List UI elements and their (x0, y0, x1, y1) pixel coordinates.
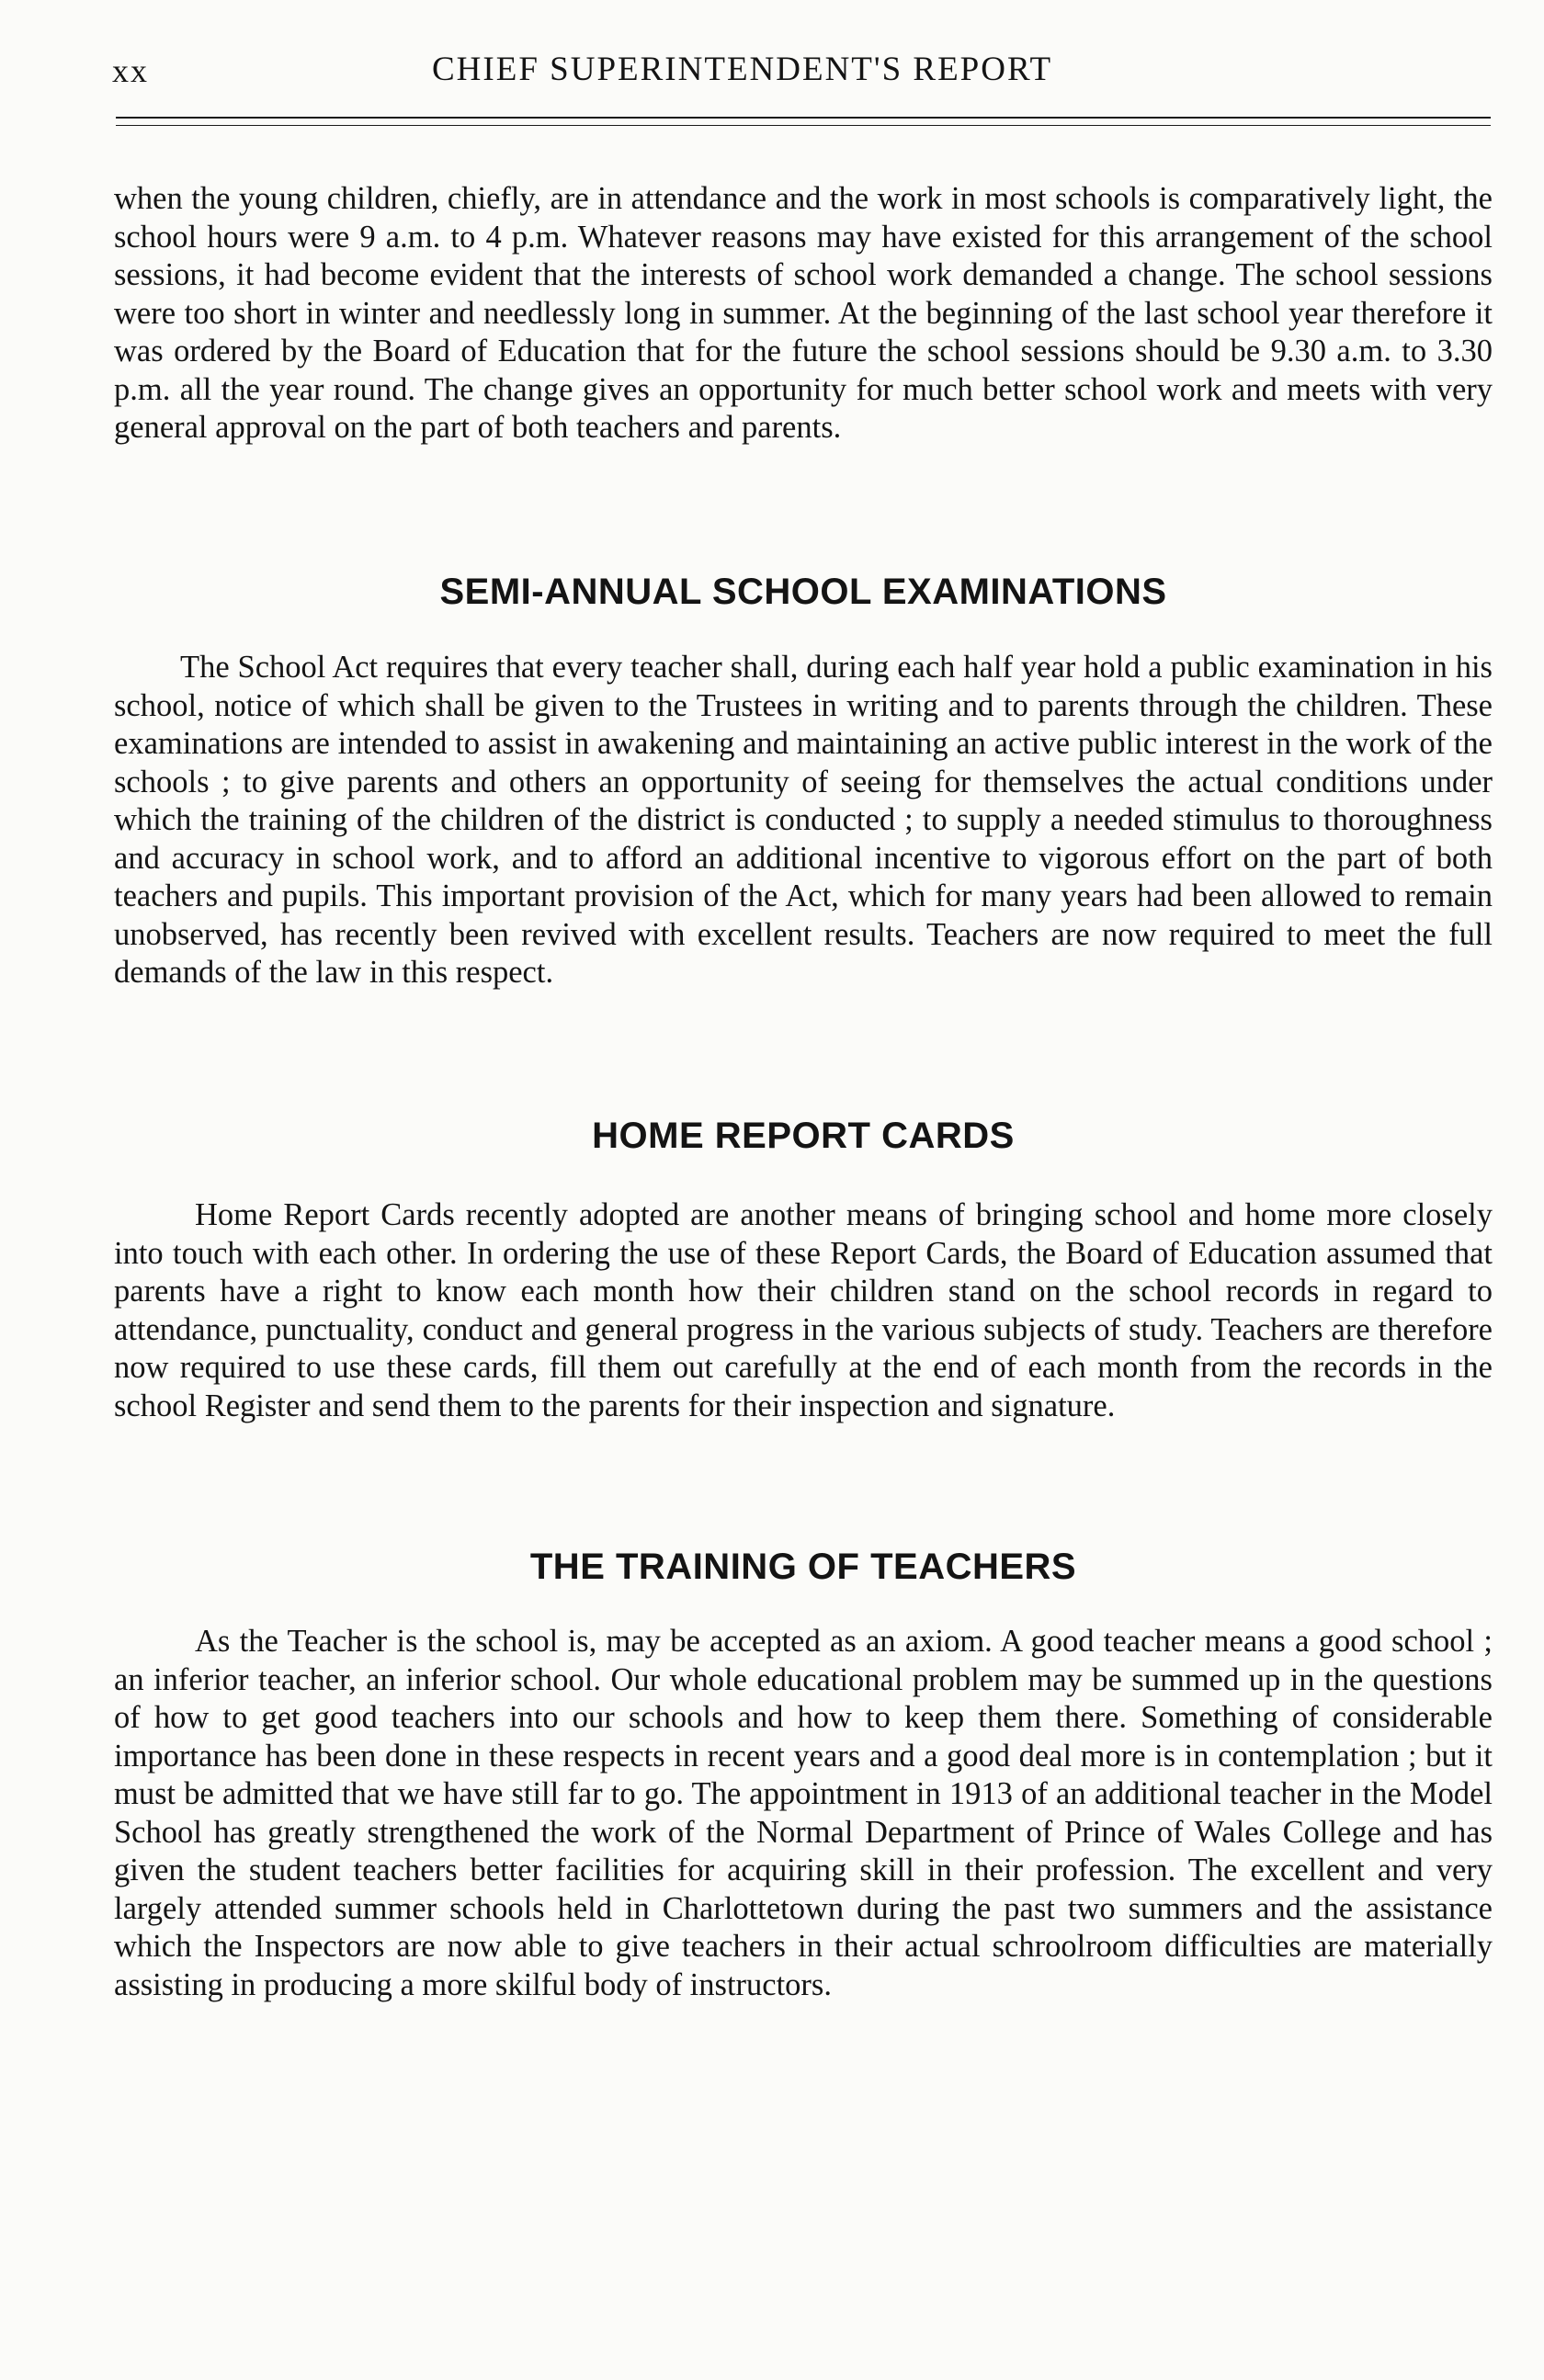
intro-paragraph: when the young children, chiefly, are in attendance and the work in most schools is comparatively light, the school hours were 9 a.m. to 4 p.m. Whatever reasons may have existed for this arrangement of the school sessions, it had become evident that the interests of school work demanded a change. The school sessions were too short in winter and needlessly long in summer. At the beginning of the last school year therefore it was ordered by the Board of Education that for the future the school sessions should be 9.30 a.m. to 3.30 p.m. all the year round. The change gives an opportunity for much better school work and meets with very general approval on the part of both teachers and parents. (114, 181, 1493, 445)
page-number: xx (112, 52, 149, 89)
header-rule-thick (116, 117, 1491, 119)
section-heading-examinations: SEMI-ANNUAL SCHOOL EXAMINATIONS (439, 572, 1167, 612)
header-rule-thin (116, 125, 1491, 126)
section-text-report-cards: Home Report Cards recently adopted are another means of bringing school and home more closely into touch with each other. In ordering the use of these Report Cards, the Board of Education assumed that parents have a right to know each month how their children stand on the school records in regard to attendance, punctuality, conduct and general progress in the various subjects of study. Teachers are therefore now required to use these cards, fill them out carefully at the end of each month from the records in the school Register and send them to the parents for their inspection and signature. (114, 1197, 1493, 1423)
running-header (112, 48, 1493, 94)
section-heading-report-cards: HOME REPORT CARDS (592, 1116, 1015, 1156)
section-text-training: As the Teacher is the school is, may be accepted as an axiom. A good teacher means a good school ; an inferior teacher, an inferior school. Our whole educational problem may be summed up in the questions of how to get good teachers into our schools and how to keep them there. Something of considerable importance has been done in these respects in recent years and a good deal more is in contemplation ; but it must be admitted that we have still far to go. The appointment in 1913 of an additional teacher in the Model School has greatly strengthened the work of the Normal Department of Prince of Wales College and has given the student teachers better facilities for acquiring skill in their profession. The excellent and very largely attended summer schools held in Charlottetown during the past two summers and the assistance which the Inspectors are now able to give teachers in their actual schroolroom difficulties are materially assisting in producing a more skilful body of instructors. (114, 1624, 1493, 2002)
section-text-examinations: The School Act requires that every teacher shall, during each half year hold a public examination in his school, notice of which shall be given to the Trustees in writing and to parents through the children. These examinations are intended to assist in awakening and maintaining an active public interest in the work of the schools ; to give parents and others an opportunity of seeing for themselves the actual conditions under which the training of the children of the district is conducted ; to supply a needed stimulus to thoroughness and accuracy in school work, and to afford an additional incentive to vigorous effort on the part of both teachers and pupils. This important provision of the Act, which for many years had been allowed to remain unobserved, has recently been revived with excellent results. Teachers are now required to meet the full demands of the law in this respect. (114, 650, 1493, 990)
section-heading-training: THE TRAINING OF TEACHERS (529, 1547, 1077, 1587)
running-title: CHIEF SUPERINTENDENT'S REPORT (432, 51, 1053, 88)
